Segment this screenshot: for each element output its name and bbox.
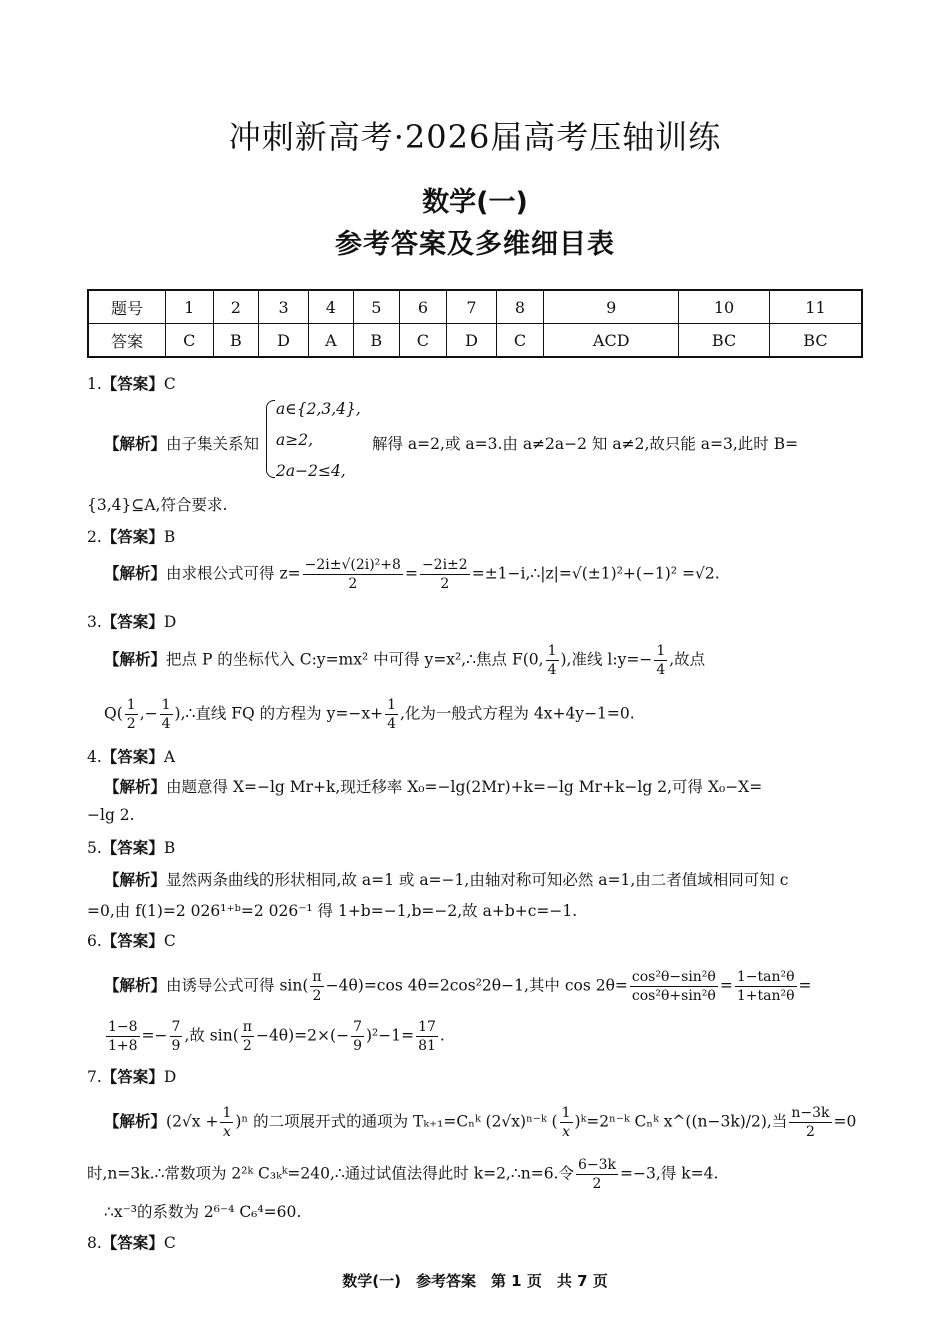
item-7-analysis-line-1: 【解析】(2√x + $\frac{1}{x}$ )ⁿ 的二项展开式的通项为 Tₖ₊₁=Cₙᵏ (2√x)ⁿ⁻ᵏ ( $\frac{1}{x}$ )ᵏ=2ⁿ⁻ᵏ Cₙᵏ x^((n−3k)/2),当 $\frac{n-3k}{2}$ =0: [104, 1105, 857, 1140]
system-line-3: 2a−2≤4,: [276, 462, 346, 480]
answer-table: [87, 289, 863, 358]
item-4-analysis: 【解析】由题意得 X=−lg Mr+k,现迁移率 X₀=−lg(2Mr)+k=−lg Mr+k−lg 2,可得 X₀−X=: [104, 778, 763, 796]
document-name: 参考答案及多维细目表: [335, 229, 615, 260]
table-cell: 2: [213, 290, 259, 324]
table-cell: ACD: [544, 324, 679, 358]
item-7-analysis-line-2: 时,n=3k.∴常数项为 2²ᵏ C₃ₖᵏ=240,∴通过试值法得此时 k=2,∴n=6.令 $\frac{6-3k}{2}$ =−3,得 k=4.: [87, 1157, 719, 1192]
table-cell: 6: [399, 290, 447, 324]
table-row-numbers: [88, 290, 862, 324]
table-cell: 8: [496, 290, 544, 324]
table-cell: D: [259, 324, 309, 358]
table-cell: B: [353, 324, 399, 358]
table-row-answers: [88, 324, 862, 358]
table-cell: 4: [308, 290, 353, 324]
table-cell: C: [399, 324, 447, 358]
item-3-analysis-line-2: Q( $\frac{1}{2}$ ,− $\frac{1}{4}$ ),∴直线 FQ 的方程为 y=−x+ $\frac{1}{4}$ ,化为一般式方程为 4x+4y−1=0.: [104, 697, 635, 732]
item-1-cont: {3,4}⊆A,符合要求.: [87, 496, 228, 514]
row-head-number: 题号: [88, 290, 166, 324]
page-title: 冲刺新高考·2026届高考压轴训练: [228, 118, 722, 156]
item-5-analysis: 【解析】显然两条曲线的形状相同,故 a=1 或 a=−1,由轴对称可知必然 a=1,由二者值域相同可知 c: [104, 871, 789, 889]
item-7-analysis-line-3: ∴x⁻³的系数为 2⁶⁻⁴ C₆⁴=60.: [104, 1203, 302, 1221]
subject-title: 数学(一): [422, 187, 528, 218]
system-line-2: a≥2,: [276, 431, 314, 449]
item-6-analysis-line-1: 【解析】由诱导公式可得 sin( $\frac{\pi}{2}$ −4θ)=cos 4θ=2cos²2θ−1,其中 cos 2θ= $\frac{\text{cos²θ−sin²θ}}{\text{cos²θ+sin²θ}}$ = $\frac{\text{1−tan²θ}}{\text{1+tan²θ}}$ =: [104, 969, 812, 1004]
item-6-answer: 6.【答案】C: [87, 932, 176, 950]
item-5-cont: =0,由 f(1)=2 026¹⁺ᵇ=2 026⁻¹ 得 1+b=−1,b=−2,故 a+b+c=−1.: [87, 902, 578, 920]
table-cell: A: [308, 324, 353, 358]
table-cell: C: [496, 324, 544, 358]
item-2-answer: 2.【答案】B: [87, 528, 176, 546]
item-1-text: 解得 a=2,或 a=3.由 a≠2a−2 知 a≠2,故只能 a=3,此时 B=: [372, 435, 799, 453]
table-cell: 1: [166, 290, 214, 324]
item-1-answer: 1.【答案】C: [87, 375, 176, 393]
table-cell: 10: [679, 290, 770, 324]
table-cell: B: [213, 324, 259, 358]
table-cell: D: [447, 324, 497, 358]
table-cell: 3: [259, 290, 309, 324]
table-cell: BC: [679, 324, 770, 358]
item-7-answer: 7.【答案】D: [87, 1068, 177, 1086]
item-6-analysis-line-2: $\frac{1-8}{1+8}$ =− $\frac{7}{9}$ ,故 sin( $\frac{\pi}{2}$ −4θ)=2×(− $\frac{7}{9}$ )²−1= $\frac{17}{81}$ .: [108, 1019, 445, 1054]
table-cell: 11: [769, 290, 862, 324]
item-4-answer: 4.【答案】A: [87, 748, 176, 766]
item-2-analysis: 【解析】由求根公式可得 z= $\frac{\text{−2i±√(2i)²+8}}{2}$ = $\frac{-2i\pm 2}{2}$ =±1−i,∴|z|=√(±1)²+(−1)² =√2.: [104, 557, 720, 592]
item-8-answer: 8.【答案】C: [87, 1234, 176, 1252]
item-5-answer: 5.【答案】B: [87, 839, 176, 857]
row-head-answer: 答案: [88, 324, 166, 358]
item-1-analysis: 【解析】由子集关系知: [104, 435, 260, 453]
page-footer: 数学(一) 参考答案 第 1 页 共 7 页: [342, 1272, 608, 1290]
item-3-answer: 3.【答案】D: [87, 613, 177, 631]
table-cell: BC: [769, 324, 862, 358]
table-cell: 5: [353, 290, 399, 324]
item-3-analysis-line-1: 【解析】把点 P 的坐标代入 C:y=mx² 中可得 y=x²,∴焦点 F(0, $\frac{1}{4}$ ),准线 l:y=− $\frac{1}{4}$ ,故点: [104, 643, 706, 678]
table-cell: 7: [447, 290, 497, 324]
system-brace: [266, 400, 275, 478]
system-line-1: a∈{2,3,4},: [276, 400, 361, 418]
item-4-cont: −lg 2.: [87, 806, 135, 824]
table-cell: 9: [544, 290, 679, 324]
table-cell: C: [166, 324, 214, 358]
